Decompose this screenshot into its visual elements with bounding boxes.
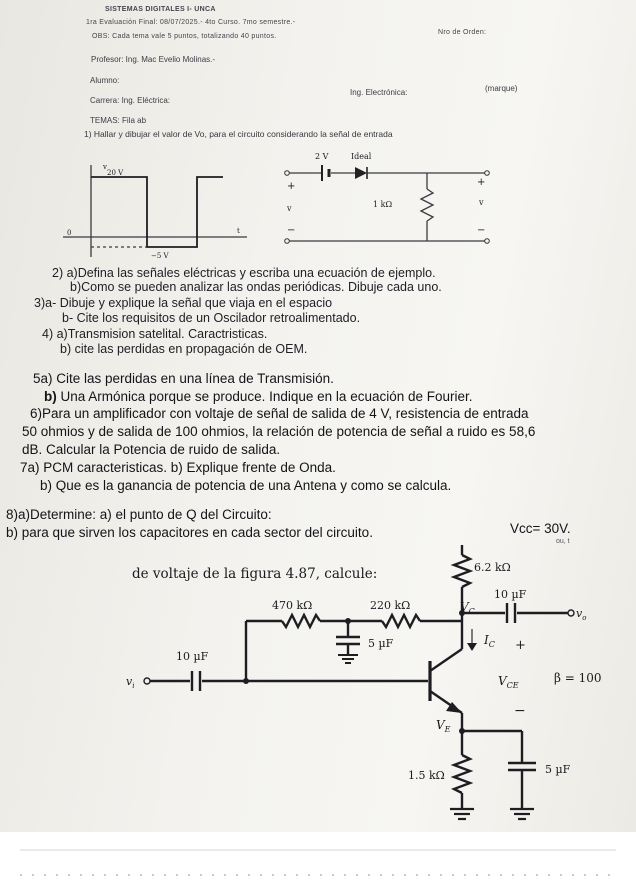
input-cap-label: 10 µF <box>176 650 209 663</box>
question-5b-number: b) <box>44 389 57 404</box>
output-terminal <box>568 610 574 616</box>
vcc-note: Vcc= 30V. <box>510 521 571 536</box>
question-4a: 4) a)Transmision satelital. Caractristicas. <box>42 327 268 341</box>
output-terminal-top <box>485 171 490 176</box>
ce-cap-label: 5 µF <box>545 763 571 776</box>
student-label: Alumno: <box>90 76 120 85</box>
question-1-figure <box>55 145 515 263</box>
transistor-collector <box>430 649 462 671</box>
output-terminal-bottom <box>485 239 490 244</box>
exam-date-line: 1ra Evaluación Final: 08/07/2025.- 4to Curso. 7mo semestre.- <box>86 19 296 26</box>
question-8b: b) para que sirven los capacitores en cada sector del circuito. <box>6 525 373 540</box>
order-number-label: Nro de Orden: <box>438 29 487 36</box>
rc-resistor <box>454 555 470 587</box>
topics-label: TEMAS: Fila ab <box>90 116 147 125</box>
resistor-1k <box>421 189 433 221</box>
question-7a: 7a) PCM caracteristicas. b) Explique frente de Onda. <box>20 460 336 475</box>
ve-label <box>436 718 451 734</box>
professor-line: Profesor: Ing. Mac Evelio Molinas.- <box>91 55 216 64</box>
ve-symbol: V <box>436 718 445 732</box>
dc-source-label: 2 V <box>315 152 329 161</box>
r2-resistor <box>382 615 420 627</box>
mark-hint: (marque) <box>485 84 518 93</box>
question-6-line-2: 50 ohmios y de salida de 100 ohmios, la relación de potencia de señal a ruido es 58,6 <box>22 424 536 439</box>
wave-vi-label: v <box>103 163 107 171</box>
vc-subscript: C <box>468 607 475 616</box>
wave-t-label: t <box>237 227 240 235</box>
output-minus: − <box>477 225 486 236</box>
re-label: 1.5 kΩ <box>408 769 445 782</box>
r1-resistor <box>282 615 320 627</box>
question-8a: 8)a)Determine: a) el punto de Q del Circuito: <box>6 507 272 522</box>
question-5b-text: Una Armónica porque se produce. Indique en la ecuación de Fourier. <box>56 389 473 404</box>
footer-rules <box>0 832 636 880</box>
vo-label <box>576 607 586 622</box>
vce-symbol: V <box>498 674 507 688</box>
exam-header-title: SISTEMAS DIGITALES I- UNCA <box>105 6 216 13</box>
question-1: 1) Hallar y dibujar el valor de Vo, para el circuito considerando la señal de entrada <box>84 129 393 139</box>
amplifier-circuit <box>0 545 636 832</box>
mid-cap-label: 5 µF <box>368 637 394 650</box>
question-3a: 3)a- Dibuje y explique la señal que viaja en el espacio <box>34 296 333 310</box>
input-terminal-top <box>285 171 290 176</box>
beta-label: β = 100 <box>554 671 602 685</box>
vce-plus: + <box>515 638 526 653</box>
vce-subscript: CE <box>506 681 519 690</box>
career-label: Carrera: Ing. Eléctrica: <box>90 96 171 105</box>
question-2b: b)Como se pueden analizar las ondas periódicas. Dibuje cada uno. <box>70 280 442 294</box>
input-terminal-bottom <box>285 239 290 244</box>
input-terminal <box>144 678 150 684</box>
vo-symbol: v <box>576 607 583 620</box>
ic-symbol: I <box>484 633 489 647</box>
r1-label: 470 kΩ <box>272 599 313 612</box>
question-5b <box>44 389 473 404</box>
page-footer <box>0 832 636 880</box>
vce-minus: − <box>514 703 526 719</box>
input-minus: − <box>287 225 296 236</box>
input-plus: + <box>287 181 296 192</box>
ve-subscript: E <box>444 725 451 734</box>
question-2a: 2) a)Defina las señales eléctricas y escriba una ecuación de ejemplo. <box>52 266 436 280</box>
vi-label <box>126 675 134 690</box>
wave-zero-label: 0 <box>67 229 72 237</box>
figure-caption: de voltaje de la figura 4.87, calcule: <box>132 566 378 582</box>
base-node <box>243 678 249 684</box>
vo-subscript: o <box>582 614 587 622</box>
clipper-circuit <box>285 152 490 243</box>
wave-top-label: 20 V <box>107 169 124 177</box>
career-electronics: Ing. Electrónica: <box>350 88 408 97</box>
question-6-line-3: dB. Calcular la Potencia de ruido de salida. <box>22 442 281 457</box>
vi-symbol: v <box>126 675 133 688</box>
rc-label: 6.2 kΩ <box>474 561 511 574</box>
question-6-line-1: 6)Para un amplificador con voltaje de señal de salida de 4 V, resistencia de entrada <box>30 406 529 421</box>
question-7b: b) Que es la ganancia de potencia de una Antena y como se calcula. <box>40 478 452 493</box>
circuit-vo-label: v <box>479 198 484 207</box>
output-cap-label: 10 µF <box>494 588 527 601</box>
vcc-handwritten: ou, t <box>556 538 570 545</box>
vc-label <box>460 600 475 616</box>
vce-label <box>498 674 519 690</box>
resistor-label: 1 kΩ <box>373 200 393 209</box>
ic-arrow-head-icon <box>467 643 477 651</box>
vc-symbol: V <box>460 600 469 614</box>
question-5a: 5a) Cite las perdidas en una línea de Transmisión. <box>33 371 334 386</box>
output-plus: + <box>477 177 486 188</box>
ic-subscript: C <box>488 640 495 649</box>
ic-label <box>483 633 495 649</box>
circuit-vi-label: v <box>287 204 292 213</box>
input-waveform <box>63 163 247 260</box>
re-resistor <box>454 755 470 793</box>
question-4b: b) cite las perdidas en propagación de OEM. <box>60 342 308 356</box>
question-3b: b- Cite los requisitos de un Oscilador retroalimentado. <box>62 311 361 325</box>
vi-subscript: i <box>132 682 135 690</box>
ideal-label: Ideal <box>351 152 372 161</box>
exam-obs: OBS: Cada tema vale 5 puntos, totalizando 40 puntos. <box>92 33 277 40</box>
wave-bottom-label: −5 V <box>151 252 169 260</box>
r2-label: 220 kΩ <box>370 599 411 612</box>
ideal-diode <box>355 167 367 179</box>
